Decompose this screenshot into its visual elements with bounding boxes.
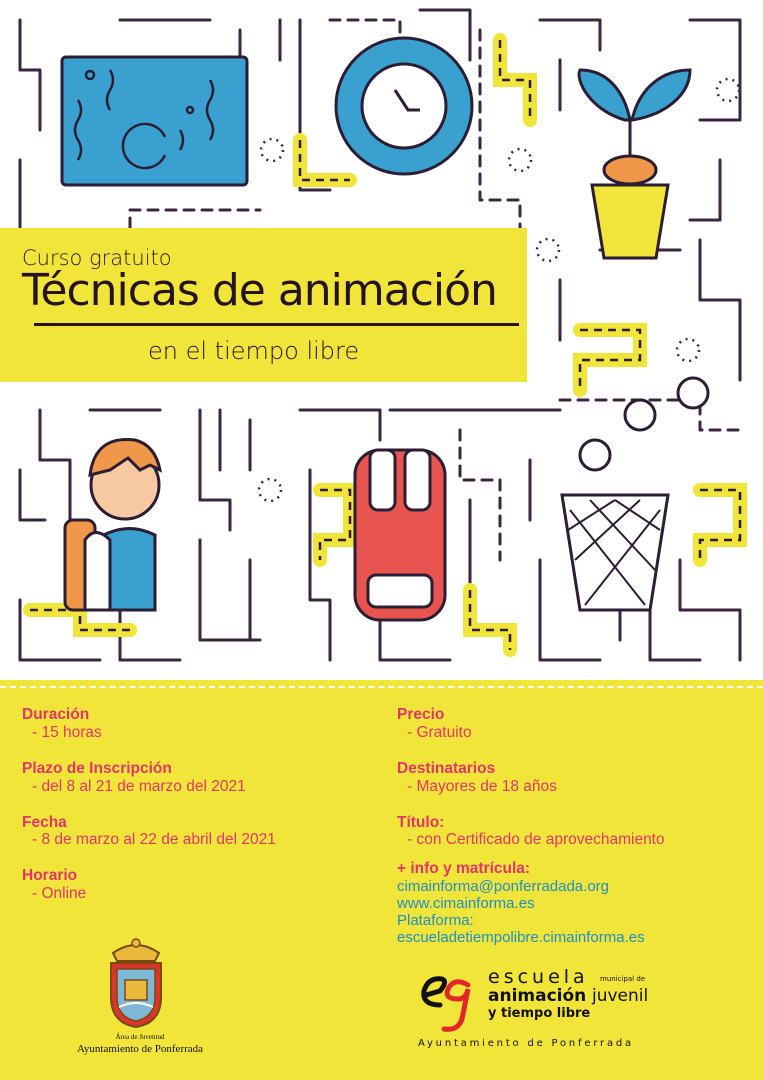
schedule-value: - Online xyxy=(32,885,87,902)
title-subtitle: en el tiempo libre xyxy=(148,337,360,365)
escuela-tiempo-libre: y tiempo libre xyxy=(488,1006,591,1021)
escuela-animacion: animación xyxy=(488,986,587,1006)
info-divider xyxy=(0,686,763,688)
price-label: Precio xyxy=(397,706,445,723)
date-value: - 8 de marzo al 22 de abril del 2021 xyxy=(32,831,276,848)
page-title: Técnicas de animación xyxy=(22,265,497,316)
certificate-label: Título: xyxy=(397,814,445,831)
contact-label: + info y matrícula: xyxy=(397,860,531,877)
coat-of-arms-logo xyxy=(105,935,167,1030)
schedule-label: Horario xyxy=(22,867,78,884)
escuela-monogram-logo xyxy=(418,965,478,1035)
platform-label: Plataforma: xyxy=(397,912,474,929)
audience-label: Destinatarios xyxy=(397,760,496,777)
duration-value: - 15 horas xyxy=(32,724,102,741)
escuela-word: escuela xyxy=(488,966,589,988)
logo-department: Área de Juventud xyxy=(115,1033,165,1041)
price-value: - Gratuito xyxy=(407,724,472,741)
escuela-juvenil: juvenil xyxy=(592,986,649,1006)
contact-web-link[interactable]: www.cimainforma.es xyxy=(397,895,535,912)
title-underline xyxy=(34,323,519,326)
title-prefix: Curso gratuito xyxy=(22,246,172,270)
escuela-footer: Ayuntamiento de Ponferrada xyxy=(418,1038,634,1049)
registration-label: Plazo de Inscripción xyxy=(22,760,172,777)
date-label: Fecha xyxy=(22,814,67,831)
logo-municipality: Ayuntamiento de Ponferrada xyxy=(76,1043,204,1055)
registration-value: - del 8 al 21 de marzo del 2021 xyxy=(32,778,246,795)
certificate-value: - con Certificado de aprovechamiento xyxy=(407,831,665,848)
audience-value: - Mayores de 18 años xyxy=(407,778,557,795)
escuela-small-text: municipal de xyxy=(600,975,646,983)
contact-email-link[interactable]: cimainforma@ponferradada.org xyxy=(397,878,609,895)
duration-label: Duración xyxy=(22,706,90,723)
platform-link[interactable]: escueladetiempolibre.cimainforma.es xyxy=(397,929,645,946)
